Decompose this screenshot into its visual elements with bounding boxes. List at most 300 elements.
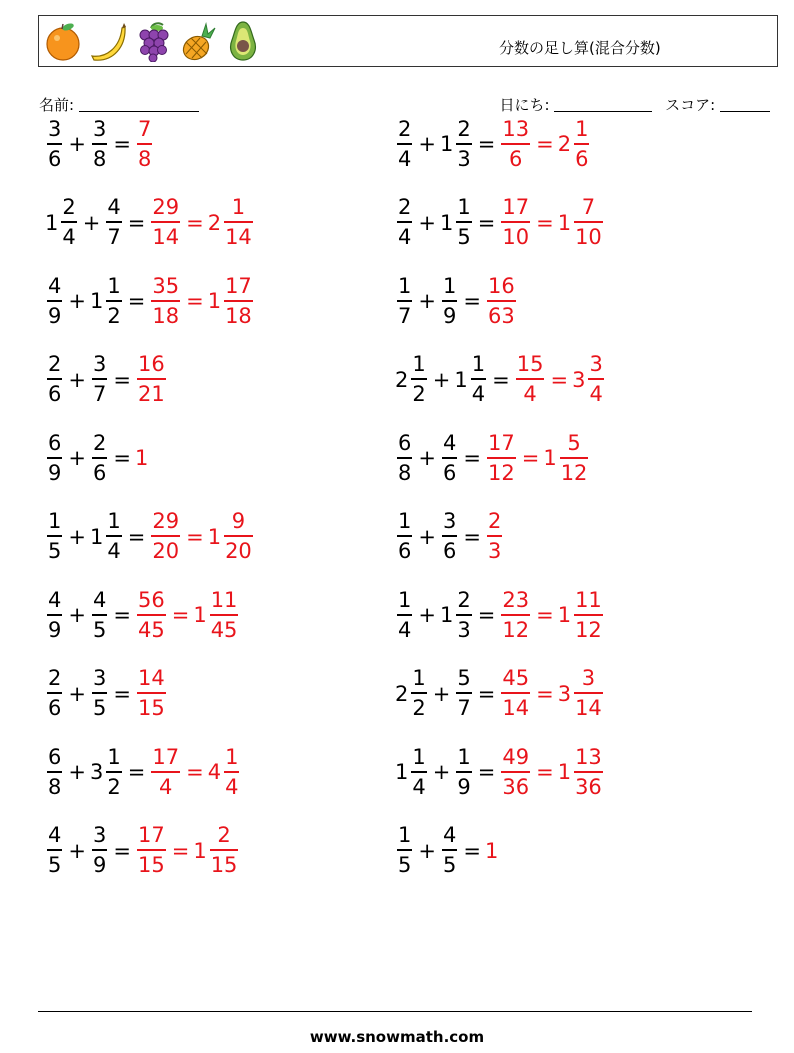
plus-sign: +	[68, 367, 86, 392]
fraction	[151, 744, 180, 799]
addend-1	[395, 354, 429, 405]
fraction	[47, 511, 62, 562]
equals-sign: =	[536, 603, 554, 627]
answer	[149, 197, 254, 248]
numerator: 1	[575, 116, 589, 141]
denominator: 15	[137, 696, 165, 720]
denominator: 14	[225, 225, 252, 249]
numerator: 3	[48, 116, 62, 141]
numerator: 29	[152, 195, 180, 219]
fraction	[588, 354, 603, 405]
numerator: 4	[48, 273, 62, 298]
answer	[499, 668, 604, 719]
answer	[499, 587, 604, 642]
fraction	[456, 668, 471, 719]
plus-sign: +	[68, 289, 86, 313]
fraction	[92, 354, 107, 405]
numerator: 2	[398, 116, 412, 141]
denominator: 9	[457, 774, 471, 799]
denominator: 45	[210, 617, 238, 642]
denominator: 20	[152, 539, 180, 563]
addend-1	[45, 273, 64, 328]
improper-result	[149, 273, 182, 328]
equals-sign: =	[186, 289, 204, 313]
denominator: 7	[92, 382, 107, 406]
fraction	[137, 668, 166, 719]
equals-sign: =	[536, 681, 554, 706]
equals-sign: =	[113, 838, 131, 863]
numerator: 1	[398, 273, 412, 298]
fraction	[456, 587, 471, 642]
whole-number: 1	[484, 838, 499, 863]
denominator: 4	[523, 382, 537, 406]
fraction	[224, 273, 253, 328]
fraction	[397, 116, 412, 171]
equals-sign: =	[477, 681, 496, 706]
numerator: 4	[48, 587, 62, 612]
score-label: スコア:	[665, 96, 716, 114]
fraction	[137, 354, 166, 405]
addend-2	[454, 354, 488, 405]
fraction	[560, 430, 589, 485]
footer-url: www.snowmath.com	[309, 1028, 485, 1046]
fraction	[47, 354, 62, 405]
plus-sign: +	[68, 838, 86, 863]
denominator: 7	[457, 696, 471, 720]
improper-result	[514, 354, 547, 405]
fraction	[397, 825, 412, 876]
addend-1	[395, 825, 414, 876]
addend-2	[440, 273, 459, 328]
addend-2	[440, 511, 459, 562]
numerator: 17	[152, 744, 180, 769]
addend-2	[104, 197, 123, 248]
fraction	[442, 825, 457, 876]
whole-number: 3	[89, 760, 104, 784]
fraction	[92, 668, 107, 719]
name-blank[interactable]	[79, 97, 199, 112]
fraction	[516, 354, 545, 405]
denominator: 7	[398, 303, 412, 328]
mixed-result	[558, 668, 605, 719]
fraction	[137, 825, 166, 876]
plus-sign: +	[432, 681, 451, 706]
denominator: 9	[92, 853, 107, 877]
denominator: 4	[225, 774, 239, 799]
name-row	[39, 94, 199, 115]
numerator: 13	[575, 744, 602, 769]
denominator: 8	[398, 460, 412, 485]
addend-1	[395, 197, 414, 248]
equals-sign: =	[463, 524, 481, 549]
equals-sign: =	[186, 524, 204, 549]
fraction	[574, 744, 603, 799]
mixed-result	[572, 354, 606, 405]
addend-2	[454, 744, 473, 799]
improper-result	[499, 197, 532, 248]
equals-sign: =	[463, 289, 481, 313]
whole-number: 2	[395, 367, 409, 392]
denominator: 5	[92, 617, 107, 642]
answer	[135, 668, 168, 719]
denominator: 12	[560, 460, 588, 485]
plus-sign: +	[432, 760, 451, 784]
fraction	[106, 744, 121, 799]
improper-result	[135, 354, 168, 405]
denominator: 2	[107, 774, 121, 799]
improper-result	[499, 116, 532, 171]
denominator: 6	[442, 539, 457, 563]
numerator: 2	[217, 823, 231, 847]
addend-1	[395, 116, 414, 171]
answer	[485, 839, 499, 863]
addend-2	[440, 430, 459, 485]
fraction	[397, 587, 412, 642]
score-blank[interactable]	[720, 97, 770, 112]
fraction	[106, 197, 121, 248]
fraction	[574, 668, 603, 719]
numerator: 2	[398, 195, 412, 219]
answer	[135, 446, 149, 470]
whole-number: 1	[395, 760, 409, 784]
denominator: 4	[398, 225, 412, 249]
date-label: 日にち:	[499, 96, 550, 114]
denominator: 8	[137, 146, 152, 171]
numerator: 3	[589, 352, 603, 376]
denominator: 45	[137, 617, 165, 642]
numerator: 2	[92, 430, 107, 455]
addend-1	[45, 354, 64, 405]
whole-number: 2	[557, 132, 572, 156]
addend-2	[90, 116, 109, 171]
plus-sign: +	[418, 289, 436, 313]
equals-sign: =	[113, 681, 131, 706]
equals-sign: =	[477, 132, 496, 156]
equals-sign: =	[463, 838, 481, 863]
mixed-result	[557, 744, 605, 799]
denominator: 6	[48, 146, 62, 171]
numerator: 6	[48, 430, 62, 455]
fraction	[92, 825, 107, 876]
denominator: 6	[575, 146, 589, 171]
plus-sign: +	[68, 603, 86, 627]
addend-1	[395, 511, 414, 562]
answer	[135, 354, 168, 405]
fraction	[47, 116, 62, 171]
denominator: 2	[412, 696, 426, 720]
mixed-result	[557, 116, 592, 171]
denominator: 6	[48, 382, 62, 406]
denominator: 6	[442, 460, 457, 485]
mixed-result	[193, 825, 240, 876]
problem-item	[395, 192, 605, 254]
denominator: 4	[159, 774, 173, 799]
problem-item	[45, 584, 240, 646]
fraction	[92, 587, 107, 642]
denominator: 10	[502, 225, 530, 249]
addend-2	[439, 587, 474, 642]
equals-sign: =	[477, 210, 496, 235]
numerator: 4	[92, 587, 107, 612]
denominator: 20	[225, 539, 252, 563]
fraction	[501, 744, 530, 799]
improper-result	[485, 430, 518, 485]
answer	[499, 197, 604, 248]
numerator: 1	[457, 195, 471, 219]
denominator: 4	[471, 382, 486, 406]
fraction	[210, 587, 239, 642]
fraction	[47, 825, 62, 876]
numerator: 1	[231, 195, 246, 219]
denominator: 2	[107, 303, 121, 328]
denominator: 3	[457, 617, 471, 642]
numerator: 2	[457, 587, 471, 612]
numerator: 1	[107, 509, 121, 533]
date-blank[interactable]	[554, 97, 652, 112]
denominator: 6	[48, 696, 62, 720]
answer	[135, 825, 240, 876]
page-title: 分数の足し算(混合分数)	[499, 39, 661, 57]
numerator: 1	[398, 509, 412, 533]
denominator: 4	[62, 225, 76, 249]
fraction	[47, 430, 62, 485]
plus-sign: +	[82, 210, 101, 235]
improper-result	[135, 668, 168, 719]
addend-1	[45, 430, 64, 485]
numerator: 35	[152, 273, 180, 298]
answer	[499, 744, 604, 799]
plus-sign: +	[418, 603, 436, 627]
fraction	[151, 511, 180, 562]
denominator: 9	[442, 303, 457, 328]
equals-sign: =	[127, 524, 146, 549]
numerator: 13	[502, 116, 530, 141]
addend-2	[89, 744, 124, 799]
addend-1	[45, 116, 64, 171]
denominator: 5	[398, 853, 412, 877]
fraction	[501, 587, 530, 642]
orange-icon	[43, 20, 83, 66]
answer	[485, 430, 590, 485]
equals-sign: =	[127, 210, 146, 235]
denominator: 63	[487, 303, 515, 328]
fraction	[456, 744, 471, 799]
whole-number: 1	[45, 210, 59, 235]
fraction	[487, 511, 502, 562]
whole-number: 3	[557, 681, 572, 706]
denominator: 18	[152, 303, 180, 328]
numerator: 49	[502, 744, 530, 769]
problem-item	[395, 349, 606, 411]
problem-item	[395, 270, 518, 332]
improper-result	[499, 744, 532, 799]
numerator: 2	[487, 509, 502, 533]
numerator: 3	[92, 823, 107, 847]
fraction	[224, 744, 239, 799]
problem-item	[45, 506, 255, 568]
problem-item	[45, 663, 168, 725]
denominator: 12	[502, 617, 530, 642]
numerator: 1	[442, 273, 457, 298]
answer	[149, 273, 254, 328]
fraction	[574, 116, 589, 171]
answer	[149, 511, 254, 562]
fraction	[210, 825, 239, 876]
fraction	[397, 273, 412, 328]
whole-number: 1	[557, 603, 572, 627]
addend-2	[440, 197, 474, 248]
numerator: 1	[412, 352, 426, 376]
denominator: 36	[502, 774, 530, 799]
numerator: 1	[398, 823, 412, 847]
equals-sign: =	[186, 760, 204, 784]
denominator: 12	[487, 460, 515, 485]
numerator: 4	[442, 430, 457, 455]
answer	[149, 744, 241, 799]
fraction	[106, 273, 121, 328]
fraction	[442, 273, 457, 328]
improper-result	[135, 825, 168, 876]
improper-result	[149, 197, 182, 248]
answer	[135, 116, 154, 171]
plus-sign: +	[68, 681, 86, 706]
fraction	[574, 587, 603, 642]
numerator: 2	[48, 352, 62, 376]
numerator: 15	[516, 352, 544, 376]
denominator: 9	[48, 460, 62, 485]
numerator: 1	[457, 744, 471, 769]
denominator: 4	[398, 146, 412, 171]
numerator: 1	[107, 744, 121, 769]
equals-sign: =	[171, 838, 190, 863]
whole-number: 3	[572, 367, 586, 392]
numerator: 11	[575, 587, 602, 612]
plus-sign: +	[432, 367, 451, 392]
denominator: 5	[48, 853, 62, 877]
fraction	[501, 116, 530, 171]
addend-1	[45, 825, 64, 876]
numerator: 16	[487, 273, 515, 298]
denominator: 9	[48, 617, 62, 642]
fraction	[151, 273, 180, 328]
avocado-icon	[223, 20, 263, 66]
name-label: 名前:	[39, 96, 75, 114]
plus-sign: +	[418, 210, 436, 235]
denominator: 6	[398, 539, 412, 563]
numerator: 6	[48, 744, 62, 769]
addend-1	[395, 587, 414, 642]
fraction	[501, 197, 530, 248]
whole-number: 2	[395, 681, 409, 706]
whole-number: 1	[439, 210, 454, 235]
problem-item	[45, 820, 240, 882]
fraction	[397, 511, 412, 562]
denominator: 12	[575, 617, 602, 642]
numerator: 2	[48, 666, 62, 690]
mixed-result	[543, 430, 590, 485]
addend-2	[90, 668, 109, 719]
numerator: 5	[457, 666, 471, 690]
plus-sign: +	[68, 132, 86, 156]
equals-sign: =	[492, 367, 510, 392]
fraction	[224, 197, 253, 248]
whole-number: 1	[134, 446, 149, 470]
whole-number: 1	[439, 132, 454, 156]
numerator: 17	[487, 430, 515, 455]
denominator: 10	[575, 225, 602, 249]
header-box	[38, 15, 778, 67]
answer	[499, 116, 591, 171]
addend-2	[89, 273, 124, 328]
addend-2	[90, 825, 109, 876]
whole-number: 4	[207, 760, 222, 784]
problem-item	[395, 584, 605, 646]
answer	[485, 273, 518, 328]
problem-item	[395, 663, 605, 725]
numerator: 1	[225, 744, 239, 769]
denominator: 4	[107, 539, 121, 563]
improper-result	[149, 744, 182, 799]
problem-item	[45, 192, 255, 254]
fraction	[397, 430, 412, 485]
mixed-result	[557, 587, 605, 642]
denominator: 5	[48, 539, 62, 563]
improper-result	[499, 668, 532, 719]
fraction	[487, 430, 516, 485]
numerator: 4	[107, 195, 121, 219]
problem-item	[45, 427, 149, 489]
fraction	[137, 587, 166, 642]
addend-2	[440, 825, 459, 876]
numerator: 29	[152, 509, 180, 533]
addend-2	[90, 587, 109, 642]
denominator: 4	[412, 774, 426, 799]
plus-sign: +	[418, 838, 436, 863]
equals-sign: =	[521, 446, 540, 470]
answer	[514, 354, 606, 405]
addend-1	[395, 430, 414, 485]
numerator: 3	[92, 666, 107, 690]
mixed-result	[193, 587, 240, 642]
whole-number: 1	[557, 760, 572, 784]
denominator: 18	[225, 303, 252, 328]
numerator: 3	[92, 352, 107, 376]
denominator: 7	[107, 225, 121, 249]
improper-result	[135, 587, 168, 642]
fraction	[47, 668, 62, 719]
addend-1	[395, 273, 414, 328]
plus-sign: +	[418, 524, 436, 549]
problem-item	[45, 113, 154, 175]
improper-result	[485, 273, 518, 328]
whole-number: 2	[207, 210, 222, 235]
fraction	[442, 430, 457, 485]
fraction	[47, 273, 62, 328]
improper-result	[499, 587, 532, 642]
numerator: 1	[48, 509, 62, 533]
addend-1	[45, 587, 64, 642]
addend-1	[395, 668, 429, 719]
plus-sign: +	[68, 524, 86, 549]
denominator: 21	[137, 382, 165, 406]
numerator: 1	[412, 666, 426, 690]
numerator: 3	[581, 666, 596, 690]
denominator: 6	[509, 146, 523, 171]
denominator: 4	[589, 382, 603, 406]
pineapple-icon	[178, 20, 218, 66]
numerator: 9	[231, 509, 246, 533]
denominator: 6	[92, 460, 107, 485]
